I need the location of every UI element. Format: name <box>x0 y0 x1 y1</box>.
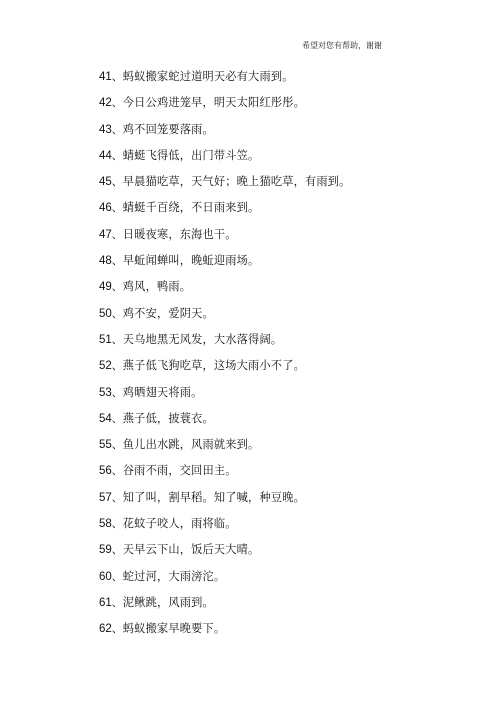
item-separator: 、 <box>111 622 123 636</box>
item-number: 55 <box>99 439 112 452</box>
list-item <box>99 222 459 248</box>
item-separator: 、 <box>111 201 123 215</box>
item-text: 天早云下山，饭后天大晴。 <box>122 543 260 557</box>
item-number: 51 <box>99 333 112 346</box>
item-number: 54 <box>99 412 112 425</box>
item-text: 花蚊子咬人，雨将临。 <box>122 517 237 531</box>
item-separator: 、 <box>111 569 123 583</box>
item-separator: 、 <box>111 96 123 110</box>
item-number: 58 <box>99 518 112 531</box>
item-separator: 、 <box>111 359 123 373</box>
item-number: 44 <box>99 149 112 162</box>
list-item <box>99 274 459 300</box>
item-separator: 、 <box>111 227 123 241</box>
item-separator: 、 <box>111 595 123 609</box>
list-item <box>99 564 459 590</box>
item-number: 43 <box>99 123 112 136</box>
item-number: 50 <box>99 307 112 320</box>
item-text: 蛇过河，大雨滂沱。 <box>122 569 226 583</box>
list-item <box>99 117 459 143</box>
item-text: 蚂蚁搬家蛇过道明天必有大雨到。 <box>122 70 294 83</box>
list-item <box>99 248 459 274</box>
item-separator: 、 <box>111 517 123 531</box>
item-number: 61 <box>99 596 112 609</box>
item-separator: 、 <box>111 385 123 399</box>
item-text: 鸡晒翅天将雨。 <box>122 385 203 399</box>
item-separator: 、 <box>111 438 123 452</box>
item-number: 49 <box>99 281 112 294</box>
item-number: 62 <box>99 623 112 636</box>
item-number: 59 <box>99 544 112 557</box>
item-number: 56 <box>99 465 112 478</box>
item-separator: 、 <box>111 148 123 162</box>
item-text: 今日公鸡进笼早，明天太阳红彤彤。 <box>122 96 305 110</box>
item-number: 48 <box>99 255 112 268</box>
item-separator: 、 <box>111 175 123 189</box>
item-number: 41 <box>99 71 112 83</box>
item-separator: 、 <box>111 490 123 504</box>
list-item <box>99 380 459 406</box>
item-number: 42 <box>99 97 112 110</box>
item-text: 蜻蜓飞得低，出门带斗笠。 <box>122 148 260 162</box>
list-item <box>99 406 459 432</box>
item-text: 燕子低飞狗吃草，这场大雨小不了。 <box>122 359 305 373</box>
item-text: 鱼儿出水跳，风雨就来到。 <box>122 438 260 452</box>
list-item <box>99 590 459 616</box>
proverb-list <box>99 64 459 643</box>
item-text: 鸡风，鸭雨。 <box>122 280 192 294</box>
item-number: 60 <box>99 570 112 583</box>
item-separator: 、 <box>111 306 123 320</box>
item-separator: 、 <box>111 464 123 478</box>
item-number: 47 <box>99 228 112 241</box>
item-number: 52 <box>99 360 112 373</box>
list-item <box>99 511 459 537</box>
item-separator: 、 <box>111 70 123 83</box>
item-text: 鸡不安，爱阴天。 <box>122 306 214 320</box>
item-text: 鸡不回笼要落雨。 <box>122 122 214 136</box>
item-number: 57 <box>99 491 112 504</box>
item-number: 46 <box>99 202 112 215</box>
header-note: 希望对您有帮助，谢谢 <box>302 41 382 50</box>
item-text: 蚂蚁搬家早晚要下。 <box>122 622 226 636</box>
item-text: 天乌地黑无风发，大水落得阔。 <box>122 332 283 346</box>
item-separator: 、 <box>111 122 123 136</box>
list-item <box>99 64 459 90</box>
list-item <box>99 143 459 169</box>
list-item <box>99 458 459 484</box>
item-text: 蜻蜓千百绕，不日雨来到。 <box>122 201 260 215</box>
list-item <box>99 301 459 327</box>
item-separator: 、 <box>111 411 123 425</box>
item-text: 知了叫，割早稻。知了喊，种豆晚。 <box>122 490 305 504</box>
item-text: 日暖夜寒，东海也干。 <box>122 227 237 241</box>
item-text: 谷雨不雨，交回田主。 <box>122 464 237 478</box>
item-separator: 、 <box>111 280 123 294</box>
item-number: 45 <box>99 176 112 189</box>
list-item <box>99 195 459 221</box>
item-number: 53 <box>99 386 112 399</box>
list-item <box>99 616 459 642</box>
item-text: 早蚯闻蝉叫，晚蚯迎雨场。 <box>122 254 260 268</box>
item-separator: 、 <box>111 332 123 346</box>
list-item <box>99 432 459 458</box>
list-item <box>99 353 459 379</box>
list-item <box>99 169 459 195</box>
list-item <box>99 327 459 353</box>
list-item <box>99 485 459 511</box>
item-text: 早晨猫吃草，天气好；晚上猫吃草，有雨到。 <box>122 175 351 189</box>
item-separator: 、 <box>111 543 123 557</box>
list-item <box>99 537 459 563</box>
item-text: 燕子低，披蓑衣。 <box>122 411 214 425</box>
item-separator: 、 <box>111 254 123 268</box>
list-item <box>99 90 459 116</box>
item-text: 泥鳅跳，风雨到。 <box>122 595 214 609</box>
